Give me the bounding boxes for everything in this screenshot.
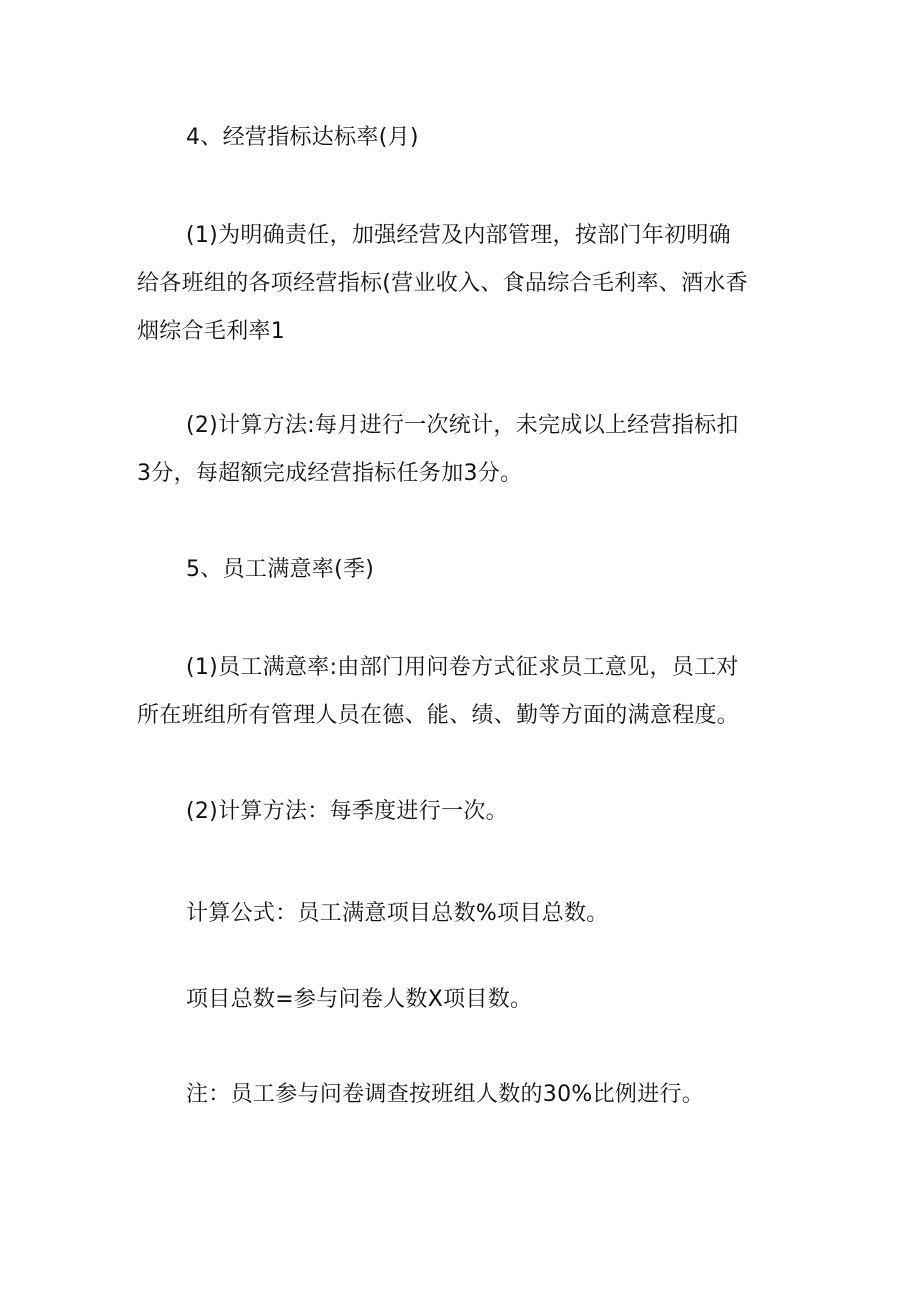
section-4-item-2-line-2: 3分，每超额完成经营指标任务加3分。: [137, 461, 523, 486]
section-4-item-2-line-1: (2)计算方法:每月进行一次统计，未完成以上经营指标扣: [186, 413, 739, 438]
section-4-heading: 4、经营指标达标率(月): [186, 125, 419, 150]
total-formula-line: 项目总数=参与问卷人数X项目数。: [186, 987, 533, 1012]
section-4-item-1-line-2: 给各班组的各项经营指标(营业收入、食品综合毛利率、酒水香: [137, 271, 748, 296]
section-4-item-1-line-3: 烟综合毛利率1: [137, 319, 286, 344]
section-5-item-2-line-1: (2)计算方法：每季度进行一次。: [186, 799, 508, 824]
note-line: 注：员工参与问卷调查按班组人数的30%比例进行。: [186, 1082, 705, 1107]
section-5-item-1-line-1: (1)员工满意率:由部门用问卷方式征求员工意见，员工对: [186, 655, 739, 680]
formula-line: 计算公式：员工满意项目总数%项目总数。: [186, 901, 609, 926]
section-5-item-1-line-2: 所在班组所有管理人员在德、能、绩、勤等方面的满意程度。: [137, 703, 740, 728]
section-5-heading: 5、员工满意率(季): [186, 557, 375, 582]
section-4-item-1-line-1: (1)为明确责任，加强经营及内部管理，按部门年初明确: [186, 223, 731, 248]
